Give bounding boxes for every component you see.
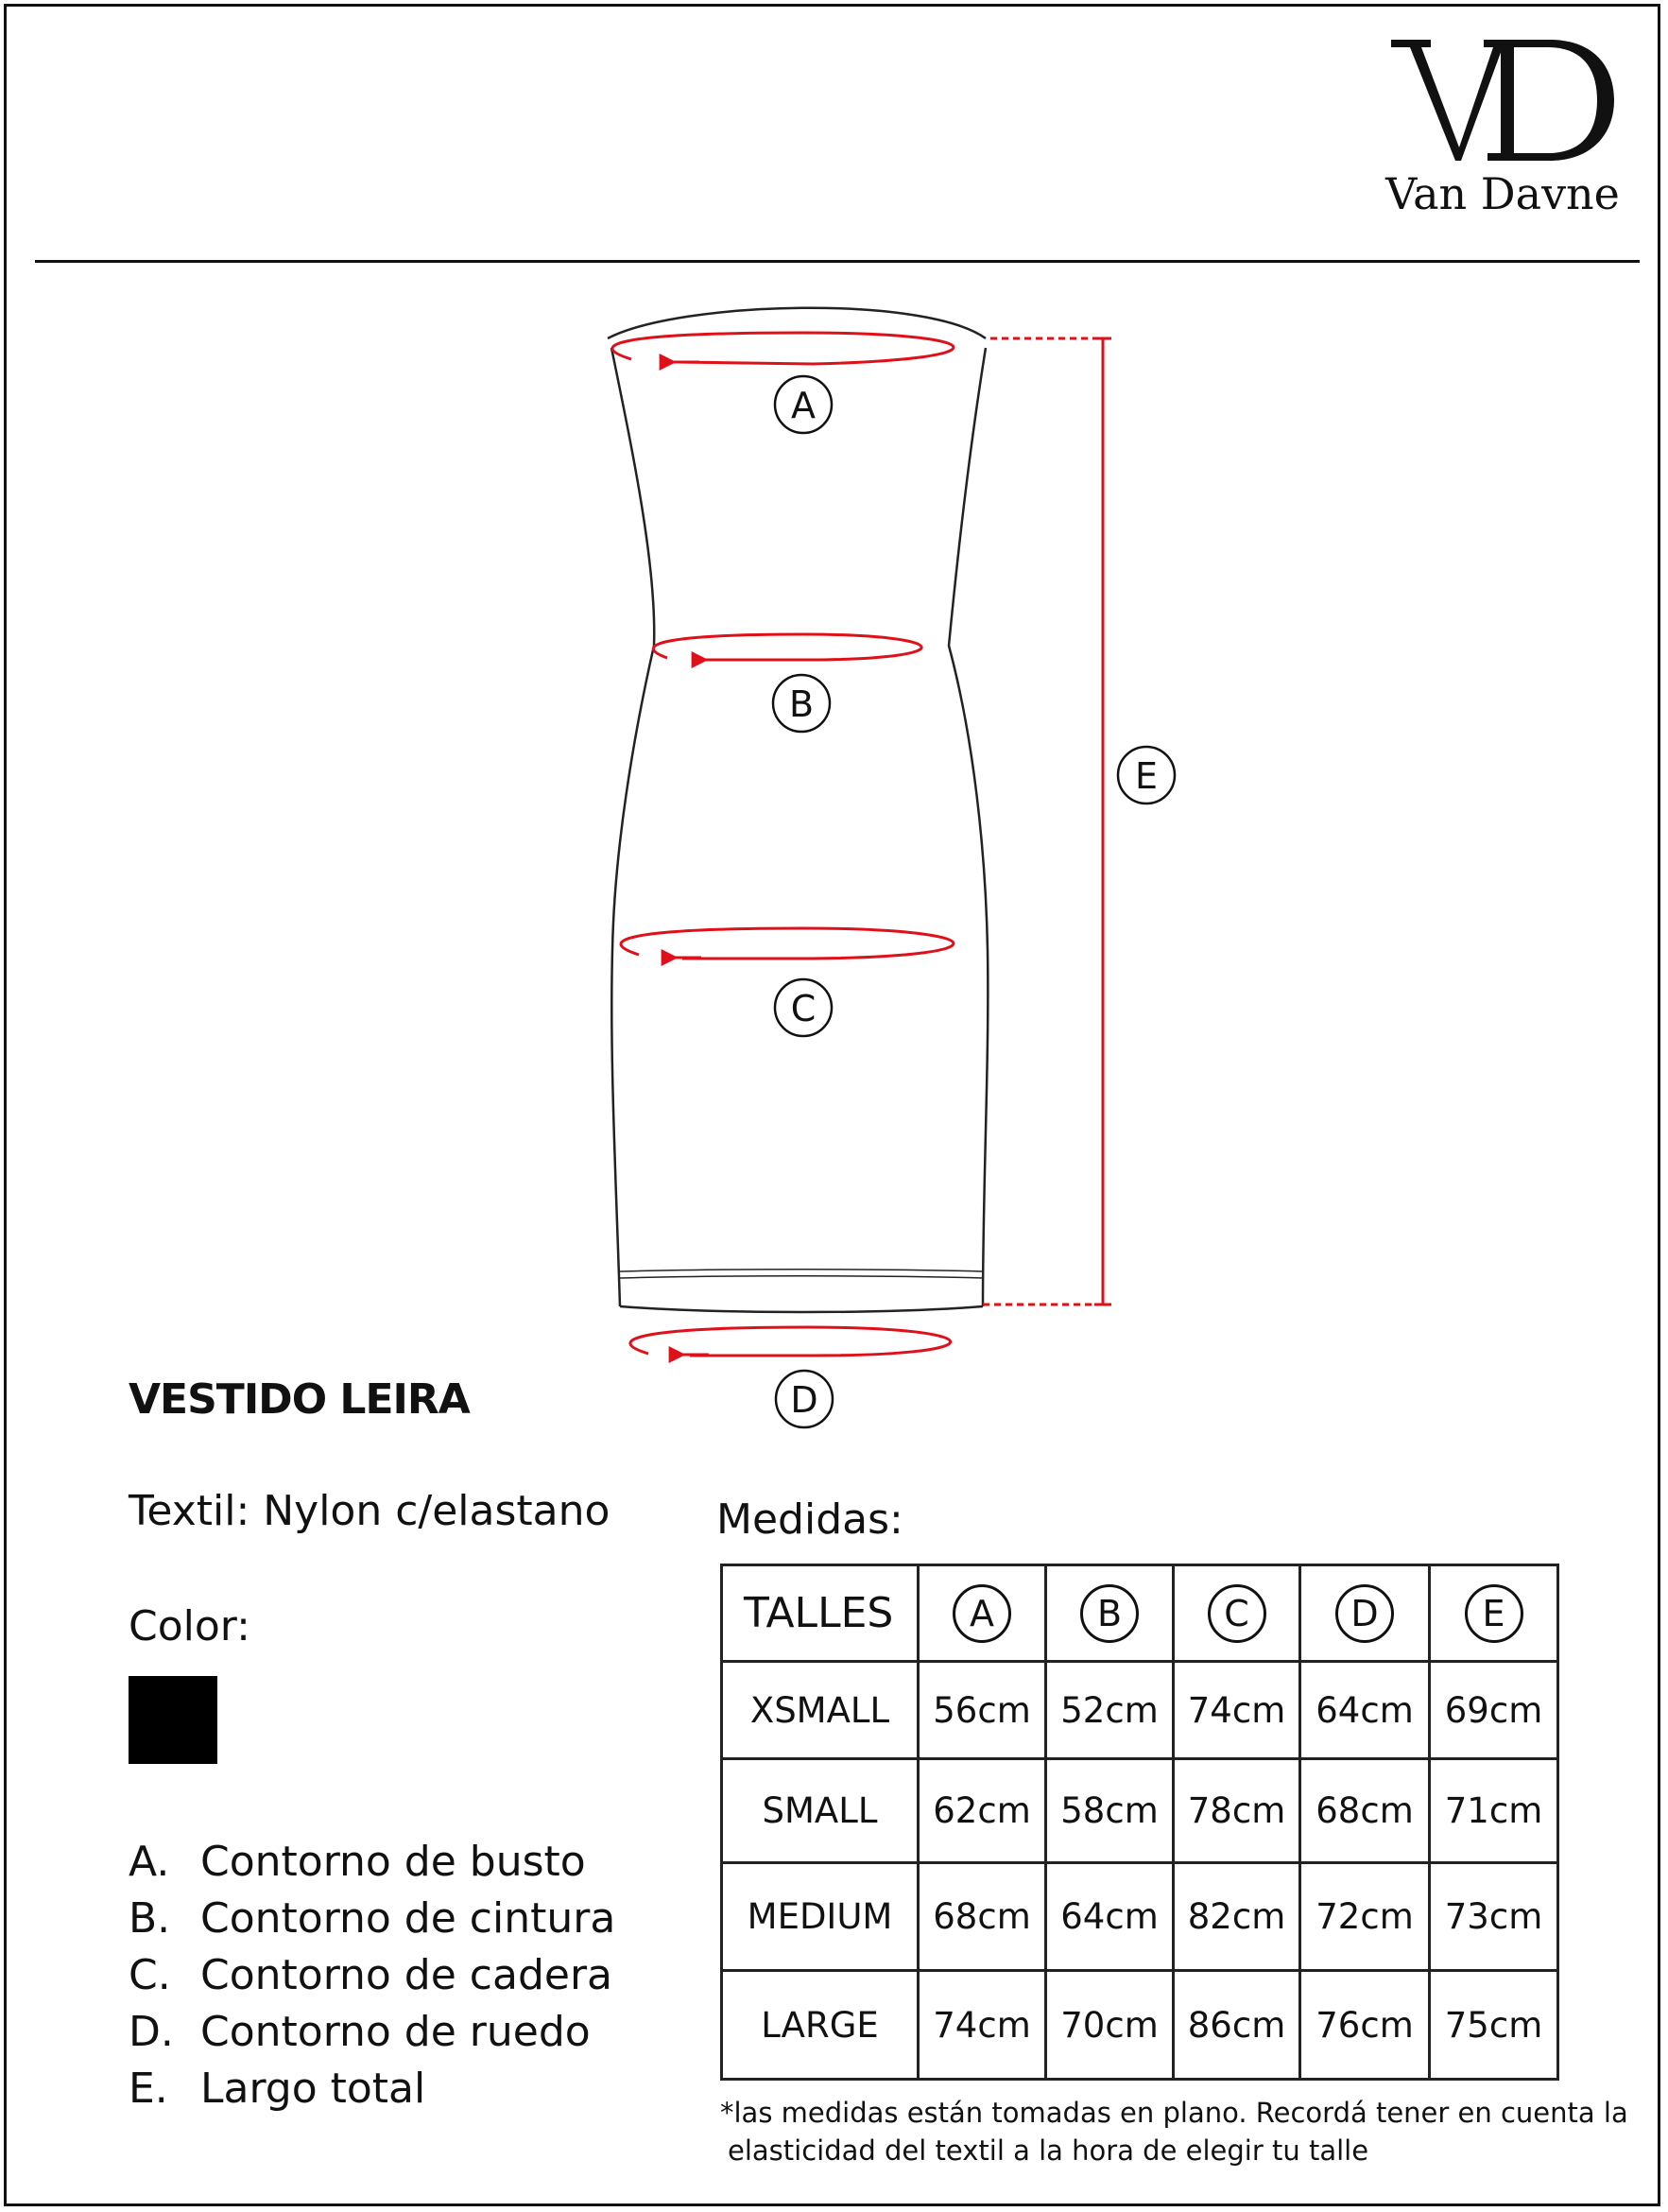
legend-label: Largo total: [200, 2065, 426, 2113]
value-cell: 58cm: [1046, 1759, 1174, 1863]
legend-label: Contorno de busto: [200, 1838, 586, 1886]
dress-outline: [608, 308, 988, 1312]
table-header-row: [722, 1565, 1558, 1662]
column-header-a: A: [919, 1565, 1046, 1662]
marker-e-label: E: [1134, 755, 1159, 797]
value-cell: 70cm: [1046, 1971, 1174, 2080]
legend-key: E.: [129, 2065, 168, 2113]
value-cell: 76cm: [1300, 1971, 1430, 2080]
value-cell: 86cm: [1174, 1971, 1300, 2080]
textile-info: Textil: Nylon c/elastano: [129, 1487, 610, 1535]
legend-item-c: [129, 1947, 615, 2004]
measure-e-line: [983, 338, 1111, 1305]
measure-b-line: [653, 634, 921, 660]
legend-item-b: [129, 1891, 615, 1947]
value-cell: 74cm: [1174, 1662, 1300, 1759]
value-cell: 68cm: [1300, 1759, 1430, 1863]
legend-key: D.: [129, 2008, 174, 2056]
size-cell: XSMALL: [722, 1662, 919, 1759]
color-swatch: [129, 1676, 217, 1764]
legend-item-e: [129, 2061, 615, 2117]
product-title: VESTIDO LEIRA: [129, 1375, 470, 1424]
color-label: Color:: [129, 1602, 250, 1650]
column-header-c: C: [1174, 1565, 1300, 1662]
marker-b-label: B: [788, 683, 815, 725]
value-cell: 52cm: [1046, 1662, 1174, 1759]
size-cell: MEDIUM: [722, 1863, 919, 1971]
value-cell: 71cm: [1430, 1759, 1558, 1863]
size-table: [720, 1564, 1559, 2081]
marker-a-label: A: [791, 385, 816, 426]
column-header-e: E: [1430, 1565, 1558, 1662]
legend-key: A.: [129, 1838, 170, 1886]
talles-header: TALLES: [722, 1565, 919, 1662]
legend-item-d: [129, 2004, 615, 2061]
legend-item-a: [129, 1834, 615, 1891]
marker-b: [773, 675, 830, 732]
legend-label: Contorno de ruedo: [200, 2008, 591, 2056]
column-header-d: D: [1300, 1565, 1430, 1662]
value-cell: 62cm: [919, 1759, 1046, 1863]
value-cell: 73cm: [1430, 1863, 1558, 1971]
value-cell: 56cm: [919, 1662, 1046, 1759]
value-cell: 82cm: [1174, 1863, 1300, 1971]
marker-c-label: C: [790, 988, 817, 1029]
value-cell: 72cm: [1300, 1863, 1430, 1971]
marker-d-label: D: [790, 1379, 818, 1421]
legend-label: Contorno de cintura: [200, 1894, 616, 1943]
value-cell: 78cm: [1174, 1759, 1300, 1863]
marker-a: [775, 376, 832, 433]
value-cell: 68cm: [919, 1863, 1046, 1971]
table-row: [722, 1971, 1558, 2080]
table-row: [722, 1863, 1558, 1971]
value-cell: 64cm: [1300, 1662, 1430, 1759]
legend-key: B.: [129, 1894, 171, 1943]
measurement-note: [720, 2094, 1628, 2169]
column-header-b: B: [1046, 1565, 1174, 1662]
measure-d-line: [630, 1327, 951, 1356]
value-cell: 64cm: [1046, 1863, 1174, 1971]
note-line-1: *las medidas están tomadas en plano. Recordá tener en cuenta la: [720, 2097, 1628, 2129]
marker-c: [775, 979, 832, 1036]
note-line-2: elasticidad del textil a la hora de elegir tu talle: [728, 2134, 1369, 2167]
value-cell: 75cm: [1430, 1971, 1558, 2080]
value-cell: 69cm: [1430, 1662, 1558, 1759]
size-cell: SMALL: [722, 1759, 919, 1863]
measure-a-line: [612, 333, 954, 364]
size-cell: LARGE: [722, 1971, 919, 2080]
legend-label: Contorno de cadera: [200, 1951, 613, 1999]
table-row: [722, 1759, 1558, 1863]
legend-key: C.: [129, 1951, 171, 1999]
measures-title: Medidas:: [716, 1495, 903, 1544]
value-cell: 74cm: [919, 1971, 1046, 2080]
brand-name: Van Davne: [1385, 168, 1620, 219]
measure-c-line: [621, 928, 954, 959]
table-row: [722, 1662, 1558, 1759]
marker-d: [776, 1371, 833, 1427]
marker-e: [1118, 747, 1175, 804]
measurement-legend: [129, 1834, 615, 2117]
